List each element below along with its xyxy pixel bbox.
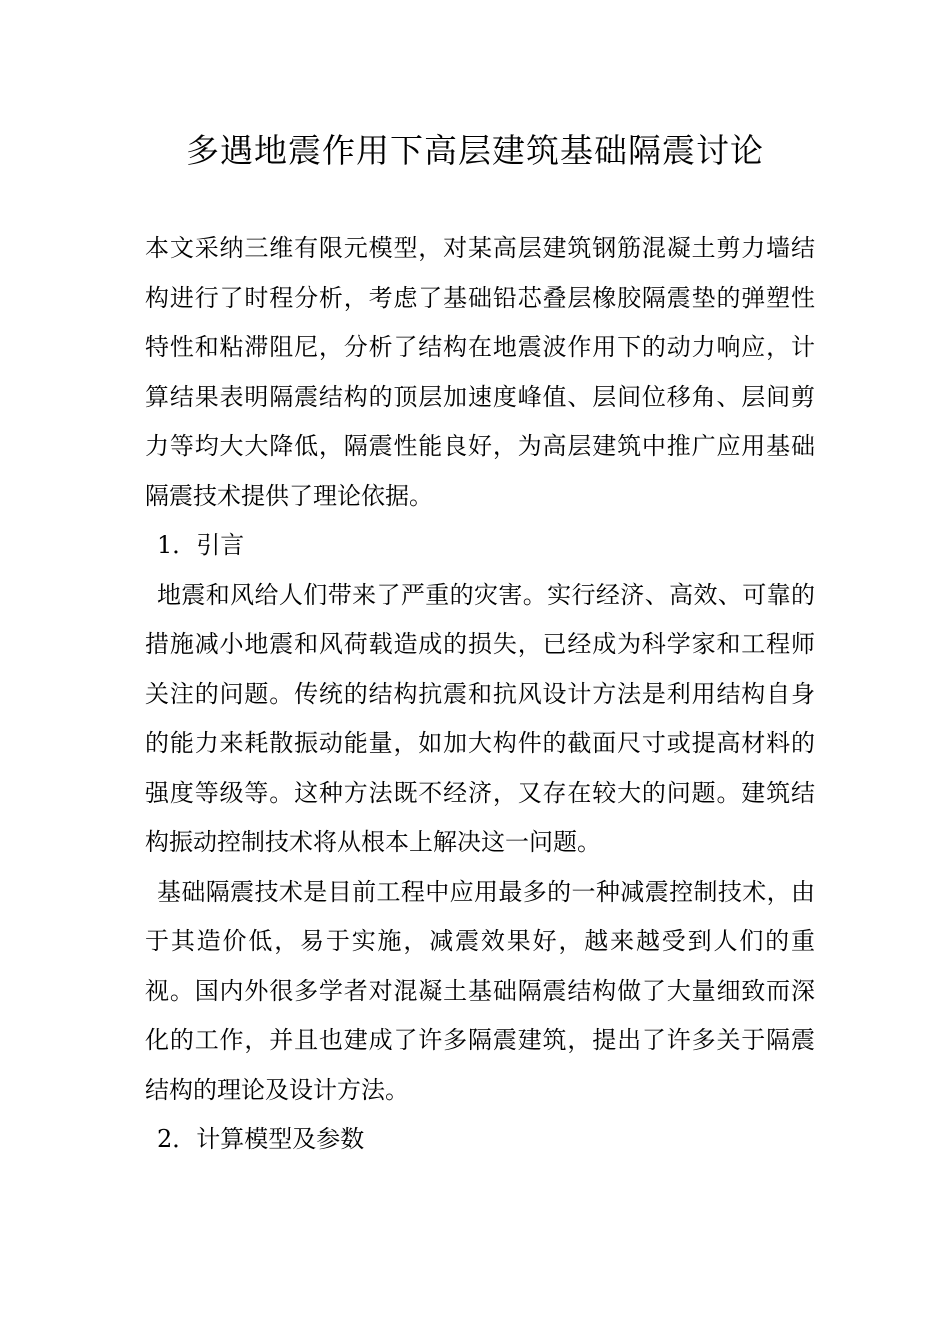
section-1-paragraph-1: 地震和风给人们带来了严重的灾害。实行经济、高效、可靠的措施减小地震和风荷载造成的损失，已经成为科学家和工程师关注的问题。传统的结构抗震和抗风设计方法是利用结构自身的能力来耗散振动能量，如加大构件的截面尺寸或提高材料的强度等级等。这种方法既不经济，又存在较大的问题。建筑结构振动控制技术将从根本上解决这一问题。 bbox=[145, 580, 815, 856]
section-2-heading: 2．计算模型及参数 bbox=[157, 1125, 365, 1153]
document-title: 多遇地震作用下高层建筑基础隔震讨论 bbox=[186, 131, 764, 170]
document-body bbox=[145, 224, 815, 1165]
section-1-paragraph-2: 基础隔震技术是目前工程中应用最多的一种减震控制技术，由于其造价低，易于实施，减震效果好，越来越受到人们的重视。国内外很多学者对混凝土基础隔震结构做了大量细致而深化的工作，并且也建成了许多隔震建筑，提出了许多关于隔震结构的理论及设计方法。 bbox=[145, 877, 815, 1104]
section-1-heading: 1．引言 bbox=[157, 531, 245, 559]
abstract-paragraph: 本文采纳三维有限元模型，对某高层建筑钢筋混凝土剪力墙结构进行了时程分析，考虑了基础铅芯叠层橡胶隔震垫的弹塑性特性和粘滞阻尼，分析了结构在地震波作用下的动力响应，计算结果表明隔震结构的顶层加速度峰值、层间位移角、层间剪力等均大大降低，隔震性能良好，为高层建筑中推广应用基础隔震技术提供了理论依据。 bbox=[145, 234, 815, 510]
